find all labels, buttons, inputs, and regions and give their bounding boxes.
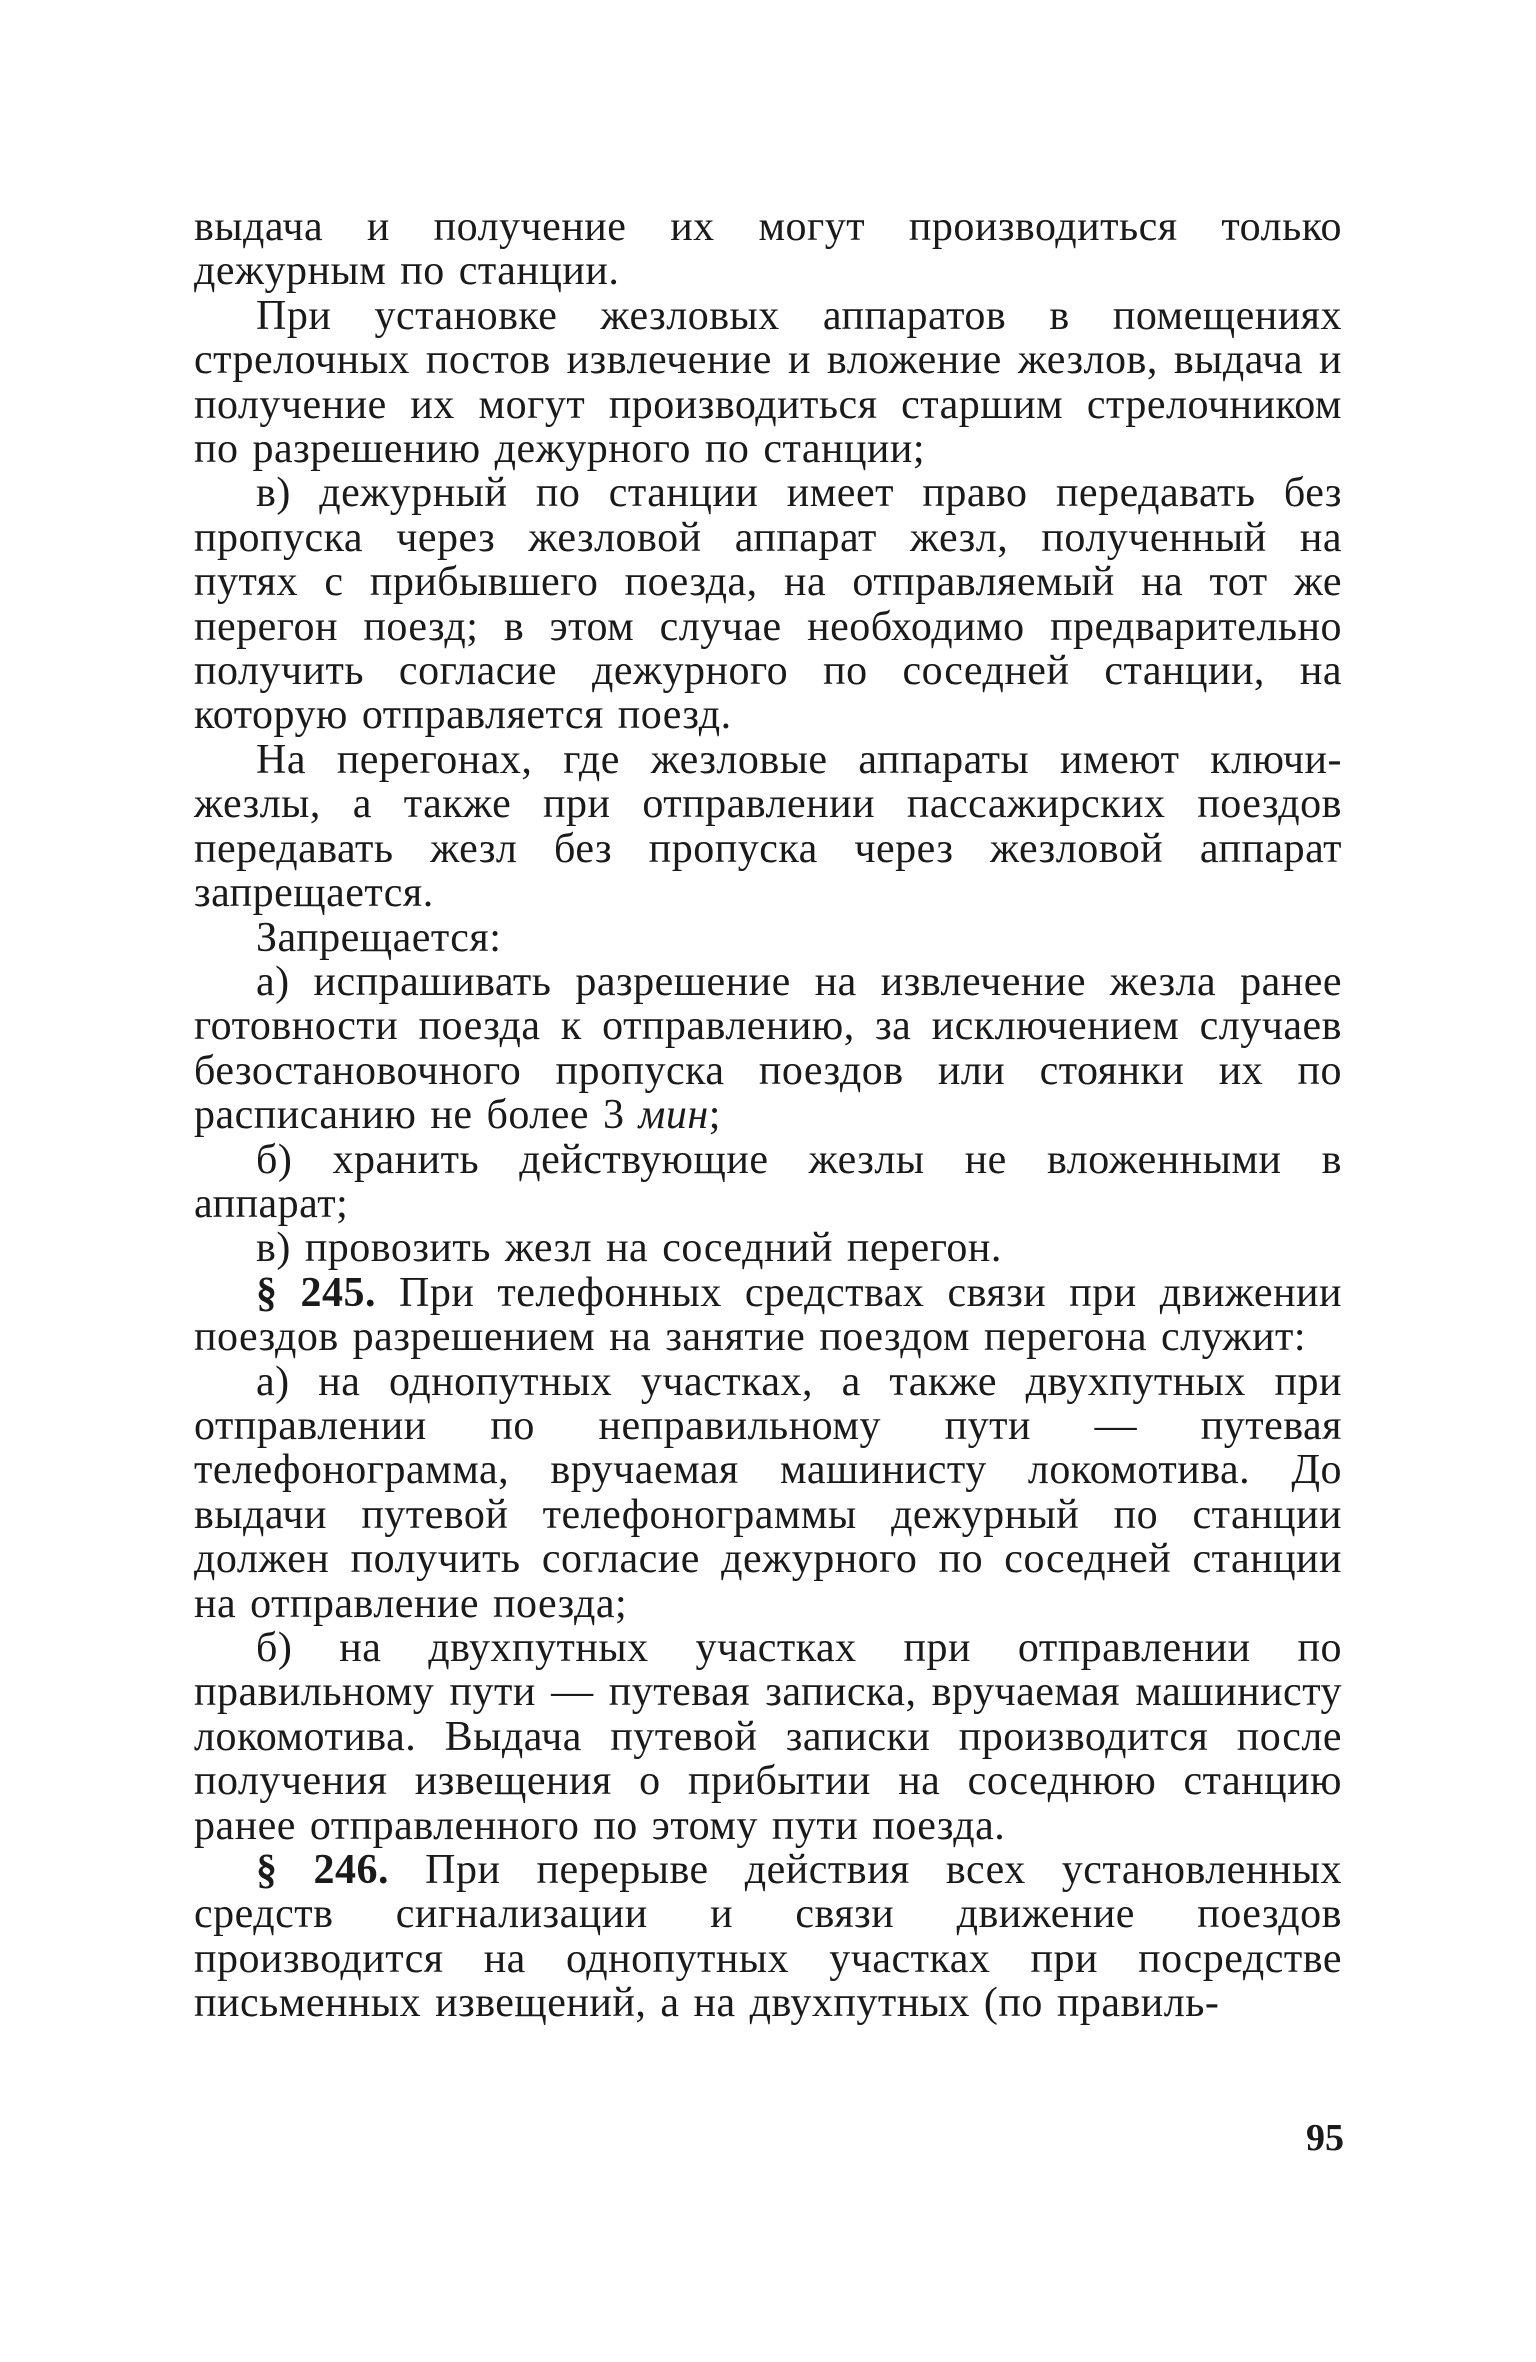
- paragraph: б) на двухпутных участках при отправлении по правильному пути — путевая записка, вручаемая машинисту локомотива. Выдача путевой записки производится после получения извещения о прибытии на соседнюю станцию ранее отправленного по этому пути поезда.: [194, 1625, 1342, 1849]
- unit-minutes: мин: [638, 1092, 709, 1139]
- section-paragraph: § 245. При телефонных средствах связи при движении поездов разрешением на занятие поездом перегона служит:: [194, 1269, 1342, 1361]
- paragraph: в) провозить жезл на соседний перегон.: [256, 1225, 1002, 1272]
- paragraph: Запрещается:: [256, 914, 502, 961]
- paragraph: При установке жезловых аппаратов в помещениях стрелочных постов извлечение и вложение жезлов, выдача и получение их могут производиться старшим стрелочником по разрешению дежурного по станции;: [194, 292, 1342, 473]
- paragraph: в) дежурный по станции имеет право передавать без пропуска через жезловой аппарат жезл, полученный на путях с прибывшего поезда, на отправляемый на тот же перегон поезд; в этом случае необходимо предварительно получить согласие дежурного по соседней станции, на которую отправляется поезд.: [194, 470, 1342, 739]
- section-paragraph: § 246. При перерыве действия всех установленных средств сигнализации и связи движение поездов производится на однопутных участках при посредстве письменных извещений, а на двухпутных (по правиль-: [194, 1847, 1342, 2027]
- paragraph: б) хранить действующие жезлы не вложенными в аппарат;: [194, 1136, 1342, 1227]
- page-number: 95: [1306, 2117, 1344, 2159]
- section-number: § 245.: [256, 1269, 377, 1316]
- body-text: [194, 205, 1342, 2026]
- paragraph: На перегонах, где жезловые аппараты имеют ключи-жезлы, а также при отправлении пассажирских поездов передавать жезл без пропуска через жезловой аппарат запрещается.: [194, 736, 1342, 917]
- section-number: § 246.: [256, 1847, 390, 1894]
- paragraph: выдача и получение их могут производиться только дежурным по станции.: [194, 204, 1342, 295]
- paragraph: а) испрашивать разрешение на извлечение жезла ранее готовности поезда к отправлению, за исключением случаев безостановочного пропуска поездов или стоянки их по расписанию не более 3 мин;: [194, 958, 1342, 1139]
- paragraph: а) на однопутных участках, а также двухпутных при отправлении по неправильному пути — путевая телефонограмма, вручаемая машинисту локомотива. До выдачи путевой телефонограммы дежурный по станции должен получить согласие дежурного по соседней станции на отправление поезда;: [194, 1358, 1342, 1627]
